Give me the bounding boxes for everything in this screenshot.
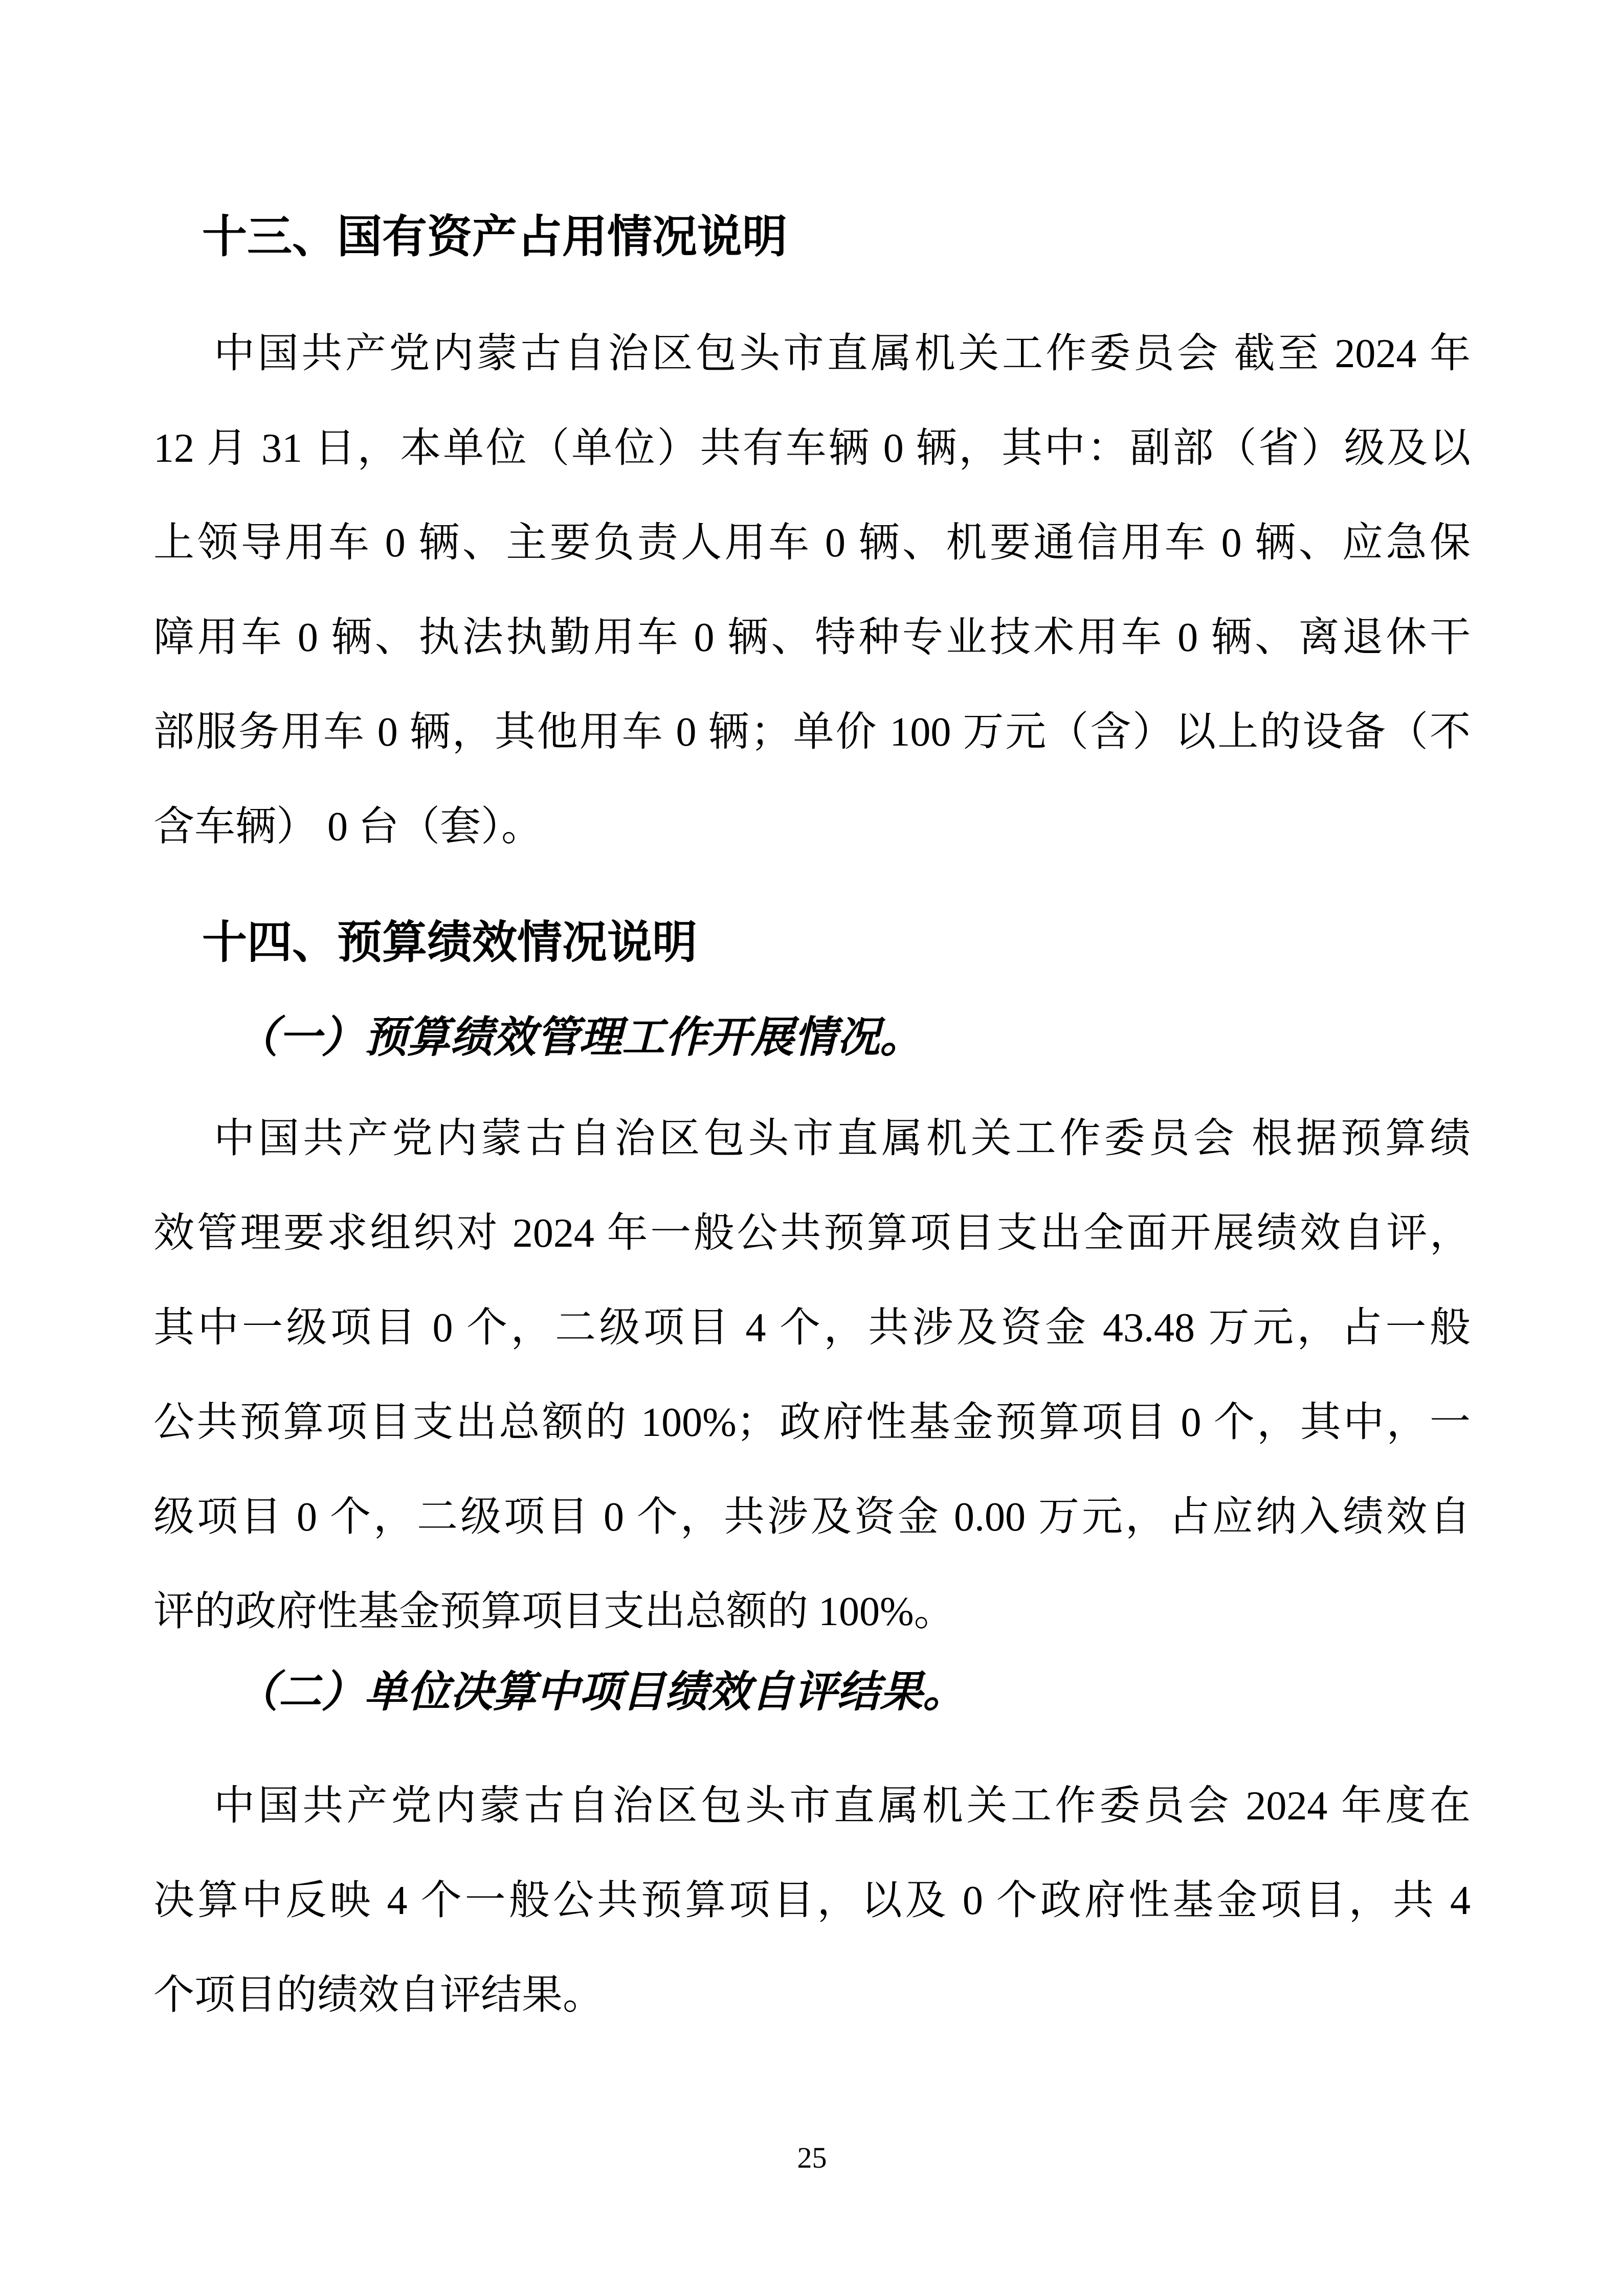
text-line: 含车辆） 0 台（套）。 bbox=[153, 804, 542, 849]
text-line: 个项目的绩效自评结果。 bbox=[153, 1973, 604, 2018]
text-line: 障用车 0 辆、执法执勤用车 0 辆、特种专业技术用车 0 辆、离退休干 bbox=[153, 615, 1471, 660]
section-heading-13: 十三、国有资产占用情况说明 bbox=[202, 211, 788, 262]
text-line: 中国共产党内蒙古自治区包头市直属机关工作委员会 截至 2024 年 bbox=[214, 331, 1471, 376]
text-line: 其中一级项目 0 个，二级项目 4 个，共涉及资金 43.48 万元，占一般 bbox=[153, 1305, 1471, 1350]
paragraph-performance-management bbox=[153, 1092, 1471, 1659]
subsection-heading-2: （二）单位决算中项目绩效自评结果。 bbox=[235, 1669, 966, 1716]
text-line: 12 月 31 日，本单位（单位）共有车辆 0 辆，其中：副部（省）级及以 bbox=[153, 426, 1471, 471]
subsection-heading-1: （一）预算绩效管理工作开展情况。 bbox=[235, 1014, 923, 1062]
page-number: 25 bbox=[797, 2141, 827, 2174]
text-line: 中国共产党内蒙古自治区包头市直属机关工作委员会 2024 年度在 bbox=[214, 1784, 1471, 1829]
paragraph-self-evaluation bbox=[153, 1759, 1471, 2043]
text-line: 决算中反映 4 个一般公共预算项目，以及 0 个政府性基金项目，共 4 bbox=[153, 1878, 1471, 1923]
text-line: 级项目 0 个，二级项目 0 个，共涉及资金 0.00 万元，占应纳入绩效自 bbox=[153, 1495, 1471, 1540]
text-line: 公共预算项目支出总额的 100%；政府性基金预算项目 0 个，其中，一 bbox=[153, 1400, 1471, 1445]
text-line: 效管理要求组织对 2024 年一般公共预算项目支出全面开展绩效自评， bbox=[153, 1211, 1471, 1256]
section-heading-14: 十四、预算绩效情况说明 bbox=[202, 917, 698, 967]
paragraph-asset-occupation bbox=[153, 307, 1471, 874]
text-line: 上领导用车 0 辆、主要负责人用车 0 辆、机要通信用车 0 辆、应急保 bbox=[153, 521, 1471, 566]
text-line: 中国共产党内蒙古自治区包头市直属机关工作委员会 根据预算绩 bbox=[214, 1116, 1471, 1161]
text-line: 部服务用车 0 辆，其他用车 0 辆；单价 100 万元（含）以上的设备（不 bbox=[153, 710, 1471, 755]
text-line: 评的政府性基金预算项目支出总额的 100%。 bbox=[153, 1589, 955, 1634]
